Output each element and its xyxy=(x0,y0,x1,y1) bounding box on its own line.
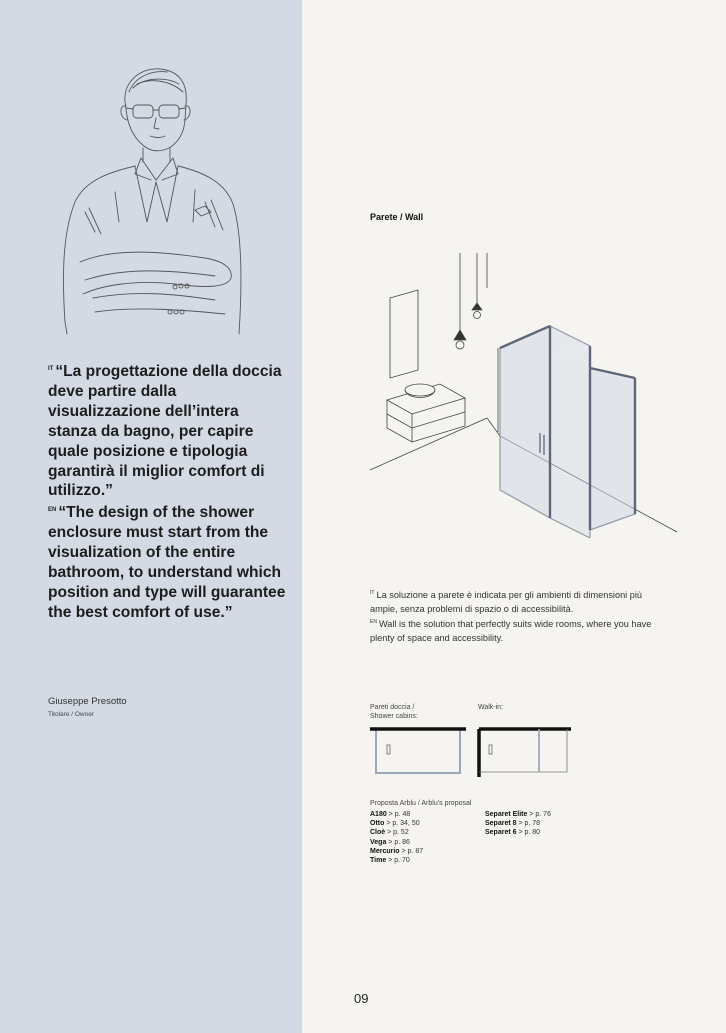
product-page-ref: > p. 48 xyxy=(386,811,411,818)
product-page-ref: > p. 34, 50 xyxy=(384,820,420,828)
cabins-label-line1: Pareti doccia / xyxy=(370,704,415,711)
desc-lang-tag-en: EN xyxy=(370,619,377,625)
product-page-ref: > p. 52 xyxy=(385,829,409,837)
product-reference xyxy=(370,847,423,856)
product-page-ref: > p. 76 xyxy=(527,811,551,818)
description-italian-text: La soluzione a parete è indicata per gli ambienti di dimensioni più ampie, senza problemi di spazio o di accessibilità. xyxy=(370,590,643,614)
cabins-label-line2: Shower cabins: xyxy=(370,713,418,720)
quote-italian-text: “La progettazione della doccia deve partire dalla visualizzazione dell’intera stanza da bagno, per capire quale posizione e tipologia garantirà il miglior comfort di utilizzo.” xyxy=(48,363,282,500)
product-page-ref: > p. 87 xyxy=(399,847,424,855)
proposal-title: Proposta Arblu / Arblu’s proposal xyxy=(370,800,472,807)
product-name: Separet Elite xyxy=(485,811,528,818)
lang-tag-it: IT xyxy=(48,366,54,372)
proposal-list-right xyxy=(485,810,551,838)
product-name: Vega xyxy=(370,838,387,846)
product-name: Mercurio xyxy=(370,847,400,855)
walk-in-floor-plan xyxy=(475,725,575,780)
quote-italian xyxy=(48,360,288,501)
product-reference xyxy=(485,810,551,819)
walkin-label: Walk-in: xyxy=(478,704,504,711)
product-page-ref: > p. 86 xyxy=(386,838,410,846)
author-name: Giuseppe Presotto xyxy=(48,696,127,707)
description-english xyxy=(370,616,670,645)
quote-block xyxy=(48,360,288,623)
product-name: Time xyxy=(370,857,387,865)
product-name: Separet 8 xyxy=(485,820,517,828)
bathroom-wall-shower-illustration xyxy=(365,248,680,538)
product-name: Separet 6 xyxy=(485,829,517,837)
quote-english-text: “The design of the shower enclosure must start from the visualization of the entire bathroom, to understand which position and type will guarantee the best comfort of use.” xyxy=(48,504,286,621)
product-reference xyxy=(485,819,551,828)
product-page-ref: > p. 80 xyxy=(516,829,541,837)
cabins-label xyxy=(370,703,418,721)
product-reference xyxy=(485,828,551,837)
page-number: 09 xyxy=(354,991,369,1006)
product-name: Cloè xyxy=(370,829,386,837)
left-panel xyxy=(0,0,302,1033)
product-page-ref: > p. 78 xyxy=(516,820,541,828)
product-reference xyxy=(370,838,423,847)
desc-lang-tag-it: IT xyxy=(370,590,375,596)
portrait-sketch-illustration xyxy=(55,62,245,337)
quote-english xyxy=(48,501,288,622)
author-role: Titolare / Owner xyxy=(48,711,94,718)
product-reference xyxy=(370,810,423,819)
description-italian xyxy=(370,587,670,616)
product-name: A180 xyxy=(370,811,387,818)
product-name: Otto xyxy=(370,820,385,828)
section-title: Parete / Wall xyxy=(370,212,424,222)
lang-tag-en: EN xyxy=(48,507,57,514)
product-reference xyxy=(370,856,423,865)
product-page-ref: > p. 70 xyxy=(386,857,410,865)
proposal-list-left xyxy=(370,810,423,865)
description-english-text: Wall is the solution that perfectly suits wide rooms, where you have plenty of space and accessibility. xyxy=(370,619,652,643)
description xyxy=(370,587,670,645)
shower-cabin-floor-plan xyxy=(368,725,468,780)
product-reference xyxy=(370,828,423,837)
product-reference xyxy=(370,819,423,828)
